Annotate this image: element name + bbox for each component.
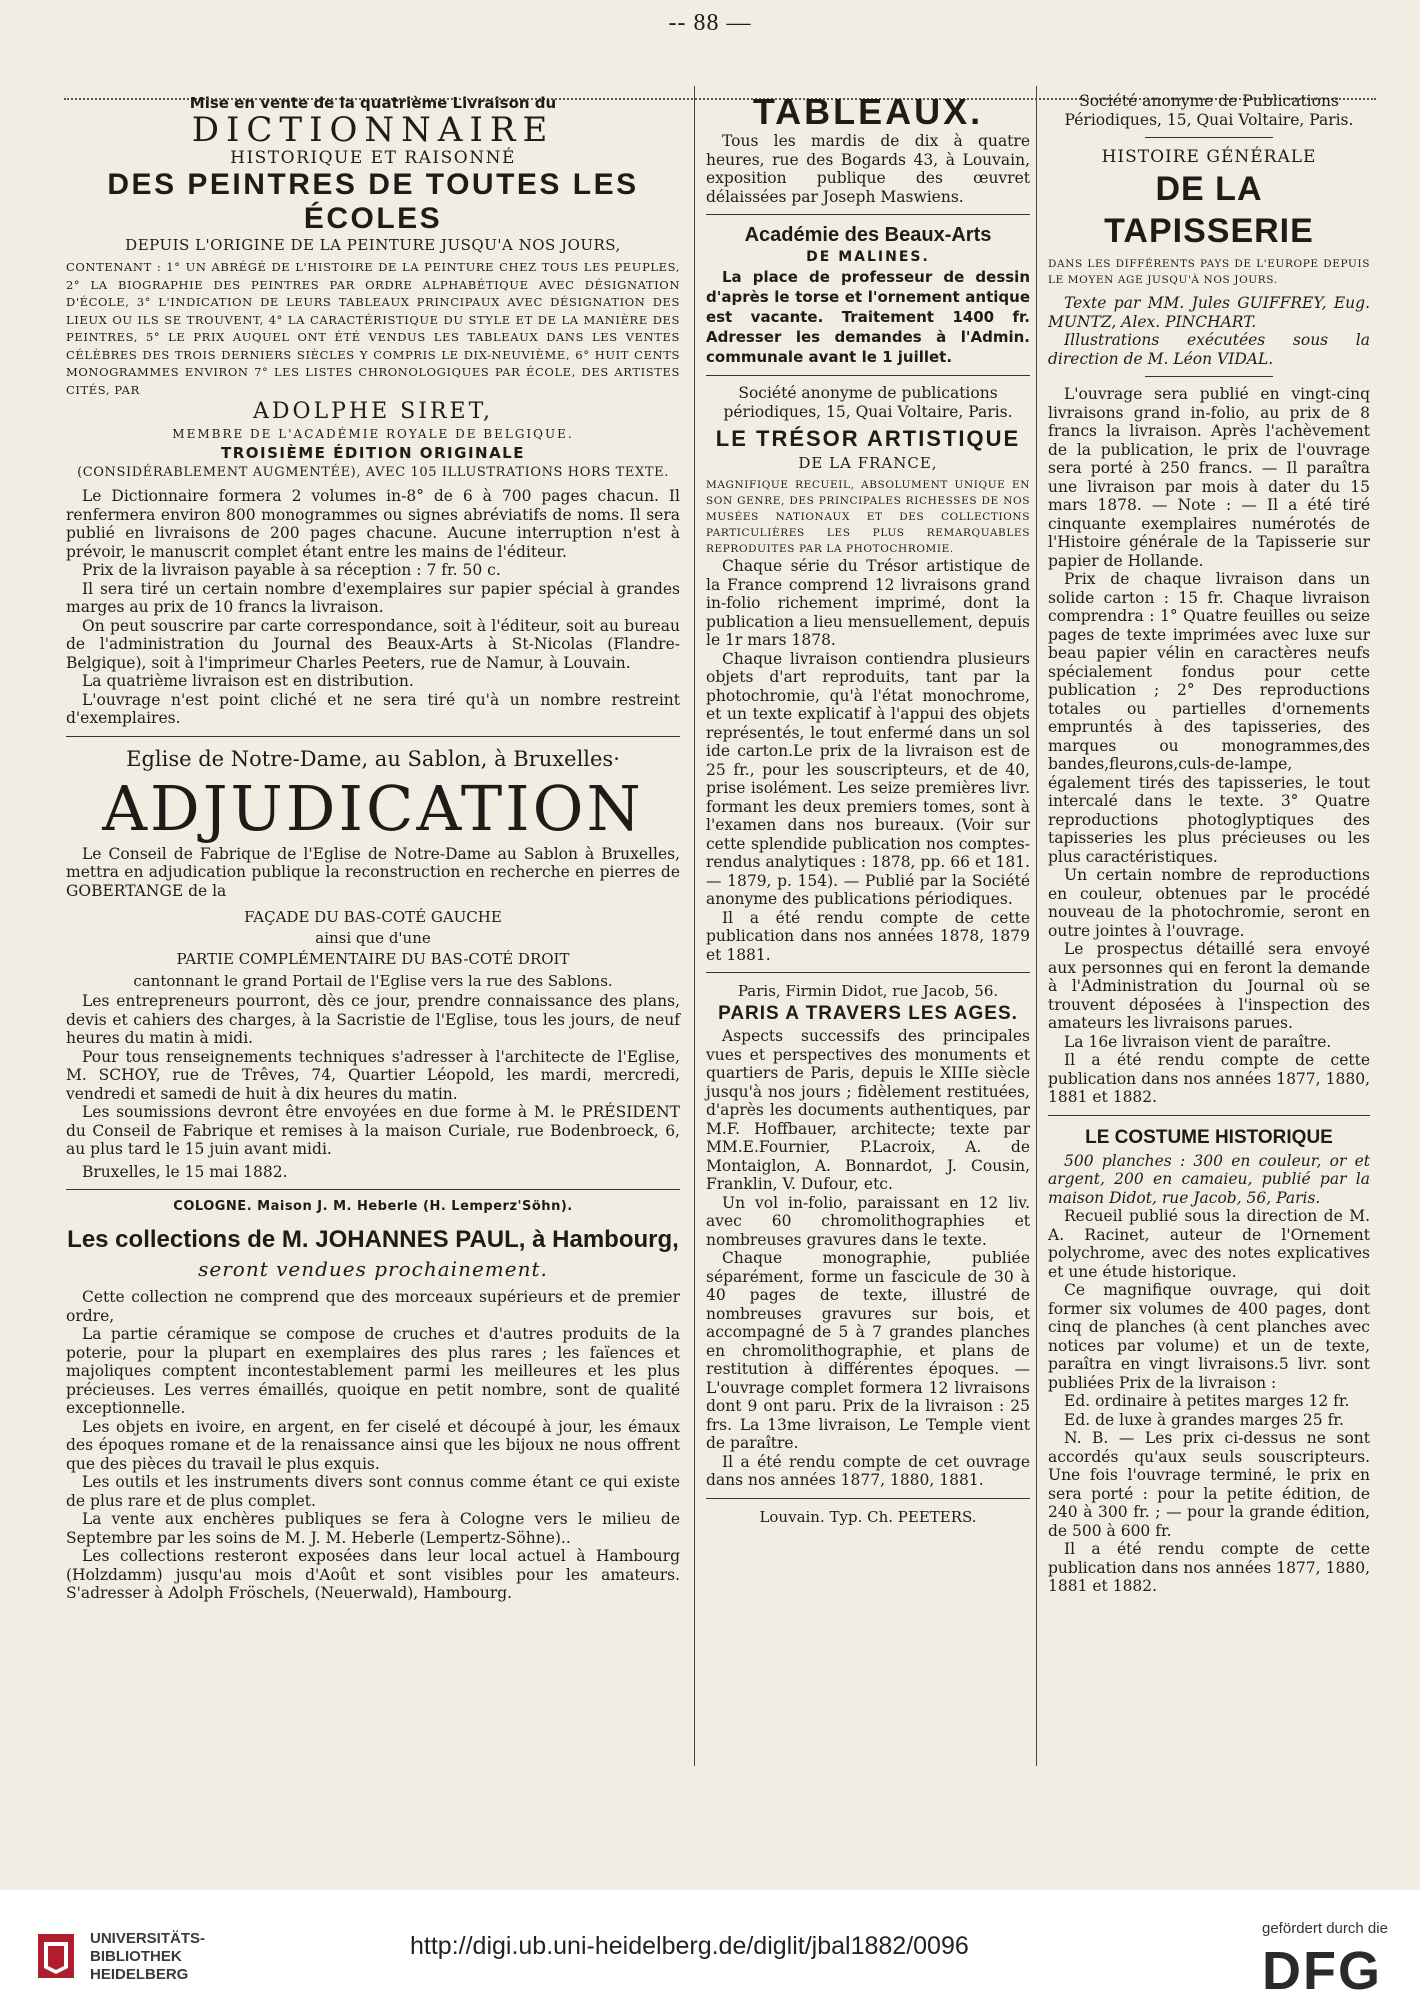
academie-text: La place de professeur de dessin d'après le torse et l'ornement antique est vacante. Traitement 1400 fr. Adresser les demandes à l'Admin. communale avant le 1 juillet. — [706, 268, 1030, 366]
tapisserie-description: DANS LES DIFFÉRENTS PAYS DE L'EUROPE DEPUIS LE MOYEN AGE JUSQU'À NOS JOURS. — [1048, 258, 1370, 286]
column-3 — [1048, 92, 1370, 1596]
tresor-para: Chaque livraison contiendra plusieurs objets d'art reproduits, tant par la photochromie, qu'à l'état monochrome, et un texte explicatif à l'appui des objets représentés, le tout enfermé dans un sol ide carton.Le prix de la livraison est de 25 fr., pour les souscripteurs, et de 40, prise isolément. Les seize premières livr. formant les deux premiers tomes, sont à l'examen dans nos bureaux. (Voir sur cette splendide publication nos comptes-rendus analytiques : 1878, pp. 66 et 181. — 1879, p. 154). — Publié par la Société anonyme des publications périodiques. — [706, 649, 1030, 908]
divider — [1048, 1115, 1370, 1116]
dict-para: L'ouvrage n'est point cliché et ne sera tiré qu'à un nombre restreint d'exemplaires. — [66, 690, 680, 727]
adjudication-title: ADJUDICATION — [102, 771, 644, 845]
adj-para: Les entrepreneurs pourront, dès ce jour, prendre connaissance des plans, devis et cahiers des charges, à la Sacristie de l'Eglise, tous les jours, de neuf heures du matin à midi. — [66, 992, 680, 1047]
dict-para: Le Dictionnaire formera 2 volumes in-8° de 6 à 700 pages chacun. Il renfermera environ 800 monogrammes ou signes abréviatifs de noms. Il sera publié en livraisons de 200 pages chacune. Aucune interruption n'est à prévoir, le manuscrit complet étant entre les mains de l'éditeur. — [66, 487, 680, 561]
paris-para: Un vol in-folio, paraissant en 12 liv. avec 60 chromolithographies et nombreuses gravures dans le texte. — [706, 1193, 1030, 1249]
dict-subtitle: HISTORIQUE ET RAISONNÉ — [230, 148, 516, 168]
tapisserie-authors: Texte par MM. Jules GUIFFREY, Eug. MUNTZ, Alex. PINCHART. — [1048, 294, 1370, 331]
tableaux-title: TABLEAUX. — [752, 91, 984, 132]
paris-para: Il a été rendu compte de cet ouvrage dans nos années 1877, 1880, 1881. — [706, 1452, 1030, 1489]
coll-para: Les collections resteront exposées dans leur local actuel à Hambourg (Holzdamm) jusqu'au mois d'Août et sont visibles pour les amateurs. S'adresser à Adolph Fröschels, (Neuerwald), Hambourg. — [66, 1547, 680, 1602]
divider — [66, 1189, 680, 1190]
tap-para: Un certain nombre de reproductions en couleur, obtenues par le procédé nouveau de la photochromie, seront en outre jointes à l'ouvrage. — [1048, 866, 1370, 940]
tapisserie-title: DE LA TAPISSERIE — [1104, 170, 1314, 250]
funded-label: gefördert durch die — [1262, 1920, 1388, 1937]
coll-para: Cette collection ne comprend que des morceaux supérieurs et de premier ordre, — [66, 1288, 680, 1325]
divider — [66, 736, 680, 737]
costume-para: N. B. — Les prix ci-dessus ne sont accordés qu'aux seuls souscripteurs. Une fois l'ouvrage terminé, le prix en sera porté : pour la petite édition, de 240 à 300 fr. ; — pour la grande édition, de 500 à 600 fr. — [1048, 1429, 1370, 1540]
tresor-france: DE LA FRANCE, — [798, 454, 938, 472]
louvain-line: Louvain. Typ. Ch. PEETERS. — [759, 1507, 977, 1526]
collections-title: Les collections de M. JOHANNES PAUL, à Hambourg, — [67, 1226, 679, 1253]
divider — [706, 375, 1030, 376]
dict-title: DICTIONNAIRE — [191, 110, 555, 150]
costume-para: Il a été rendu compte de cette publication dans nos années 1877, 1880, 1881 et 1882. — [1048, 1540, 1370, 1595]
costume-para: Ed. ordinaire à petites marges 12 fr. — [1064, 1392, 1350, 1410]
divider — [706, 214, 1030, 215]
histoire-heading: HISTOIRE GÉNÉRALE — [1101, 147, 1317, 167]
tap-para: L'ouvrage sera publié en vingt-cinq livraisons grand in-folio, au prix de 8 francs la livraison. Après l'achèvement de la publication, le prix de l'ouvrage sera porté à 250 francs. — Il paraîtra une livraison par mois à dater du 15 mars 1878. — Note : — Il a été tiré cinquante exemplaires numérotés de l'Histoire générale de la Tapisserie sur papier de Hollande. — [1048, 385, 1370, 570]
adj-ainsi: ainsi que d'une — [315, 929, 431, 947]
dict-para: Prix de la livraison payable à sa réception : 7 fr. 50 c. — [82, 561, 501, 579]
paris-title: PARIS A TRAVERS LES AGES. — [718, 1003, 1018, 1024]
column-rule-2 — [1036, 86, 1037, 1766]
adj-para: Pour tous renseignements techniques s'adresser à l'architecte de l'Eglise, M. SCHOY, rue de Trêves, 74, Quartier Léopold, les mardi, mercredi, vendredi et samedi de huit à dix heures du matin. — [66, 1047, 680, 1103]
adj-intro: Le Conseil de Fabrique de l'Eglise de Notre-Dame au Sablon à Bruxelles, mettra en adjudication publique la reconstruction en recherche en pierres de GOBERTANGE de la — [66, 844, 680, 900]
tresor-title: LE TRÉSOR ARTISTIQUE — [715, 426, 1021, 451]
dict-intro: Mise en vente de la quatrième Livraison du — [189, 94, 557, 112]
costume-para: Ed. de luxe à grandes marges 25 fr. — [1064, 1410, 1344, 1429]
coll-para: La partie céramique se compose de cruches et d'autres produits de la poterie, pour la plupart en exemplaires des plus rares ; les faïences et majoliques comptent incontestablement parmi les meilleures et les plus précieuses. Les verres émaillés, quoique en petit nombre, sont de qualité exceptionnelle. — [66, 1325, 680, 1417]
library-line: HEIDELBERG — [90, 1966, 189, 1983]
dict-augmented: (CONSIDÉRABLEMENT AUGMENTÉE), AVEC 105 ILLUSTRATIONS HORS TEXTE. — [77, 465, 669, 480]
societe-text: Société anonyme de publications périodiques, 15, Quai Voltaire, Paris. — [723, 384, 1013, 421]
library-logo-icon — [36, 1928, 76, 1982]
paris-para: Chaque monographie, publiée séparément, forme un fascicule de 30 à 40 pages de texte, illustré de nombreuses gravures sur bois, et accompagné de 5 à 7 grandes planches en chromolithographie, et plans de restitution à différentes époques. — L'ouvrage complet formera 12 livraisons dont 9 ont paru. Prix de la livraison : 25 frs. La 13me livraison, Le Temple vient de paraître. — [706, 1249, 1030, 1452]
dict-para: La quatrième livraison est en distribution. — [82, 672, 414, 690]
academie-title: Académie des Beaux-Arts — [744, 224, 992, 246]
dict-edition: TROISIÈME ÉDITION ORIGINALE — [220, 444, 525, 462]
tresor-description: MAGNIFIQUE RECUEIL, ABSOLUMENT UNIQUE EN SON GENRE, DES PRINCIPALES RICHESSES DE NOS MUSÉES NATIONAUX ET DES COLLECTIONS PARTICULIÈRES LES PLUS REMARQUABLES REPRODUITES PAR LA PHOTOCHROMIE. — [706, 479, 1030, 555]
dict-member: MEMBRE DE L'ACADÉMIE ROYALE DE BELGIQUE. — [172, 427, 574, 441]
adj-para: Les soumissions devront être envoyées en due forme à M. le PRÉSIDENT du Conseil de Fabrique et remises à la maison Curiale, rue Bodenbroeck, 6, au plus tard le 15 juin avant midi. — [66, 1103, 680, 1158]
coll-para: La vente aux enchères publiques se fera à Cologne vers le milieu de Septembre par les soins de M. J. M. Heberle (Lempertz-Söhne).. — [66, 1510, 680, 1547]
tresor-para: Chaque série du Trésor artistique de la France comprend 12 livraisons grand in-folio richement imprimé, dont la publication a lieu mensuellement, depuis le 1r mars 1878. — [706, 557, 1030, 649]
short-rule — [1145, 137, 1274, 138]
costume-intro: 500 planches : 300 en couleur, or et argent, 200 en camaieu, publié par la maison Didot, rue Jacob, 56, Paris. — [1048, 1151, 1370, 1207]
tapisserie-illustrations: Illustrations exécutées sous la direction de M. Léon VIDAL. — [1048, 331, 1370, 368]
academie-malines: DE MALINES. — [806, 249, 930, 265]
column-rule-1 — [694, 86, 695, 1766]
dict-para: On peut souscrire par carte correspondance, soit à l'éditeur, soit au bureau de l'administration du Journal des Beaux-Arts à St-Nicolas (Flandre-Belgique), soit à l'imprimeur Charles Peeters, rue de Namur, à Louvain. — [66, 616, 680, 672]
tap-para: Le prospectus détaillé sera envoyé aux personnes qui en feront la demande à l'Administration du Journal où se trouvent déposées à l'inspection des amateurs les livraisons parues. — [1048, 940, 1370, 1032]
column-2 — [706, 92, 1030, 1527]
column-1 — [66, 92, 680, 1603]
tap-para: Prix de chaque livraison dans un solide carton : 15 fr. Chaque livraison comprendra : 1° Quatre feuilles ou seize pages de texte imprimées avec luxe sur beau papier vélin en caractères neufs spécialement fondus pour cette publication ; 2° Des reproductions totales ou partielles d'ornements empruntés à des tapisseries, des marques ou monogrammes,des bandes,fleurons,culs-de-lampe, également tirés des tapisseries, le tout intercalé dans le texte. 3° Quatre reproductions photoglyptiques des tapisseries les plus précieuses ou les plus caractéristiques. — [1048, 570, 1370, 866]
paris-para: Aspects successifs des principales vues et perspectives des monuments et quartiers de Paris, depuis le XIIIe siècle jusqu'à nos jours ; fidèlement restituées, d'après les documents authentiques, par M.F. Hoffbauer, architecte; texte par MM.E.Fournier, P.Lacroix, A. de Montaiglon, A. Bonnardot, J. Cousin, Franklin, V. Dufour, etc. — [706, 1027, 1030, 1193]
tresor-para: Il a été rendu compte de cette publication dans nos années 1878, 1879 et 1881. — [706, 908, 1030, 964]
library-line: BIBLIOTHEK — [90, 1948, 182, 1965]
adj-date: Bruxelles, le 15 mai 1882. — [82, 1162, 288, 1181]
societe-text-3: Société anonyme de Publications Périodiques, 15, Quai Voltaire, Paris. — [1064, 92, 1354, 129]
footer-bar — [0, 1890, 1420, 2016]
dict-contents: CONTENANT : 1° UN ABRÉGÉ DE L'HISTOIRE DE LA PEINTURE CHEZ TOUS LES PEUPLES, 2° LA BIOGRAPHIE DES PEINTRES PAR ORDRE ALPHABÉTIQUE AVEC DÉSIGNATION D'ÉCOLE, 3° L'INDICATION DE LEURS TABLEAUX PRINCIPAUX AVEC DÉSIGNATION DES LIEUX OU ILS SE TROUVENT, 4° LA CARACTÉRISTIQUE DU STYLE ET DE LA MANIÈRE DES PEINTRES, 5° LE PRIX AUQUEL ONT ÉTÉ VENDUS LES TABLEAUX DANS LES VENTES CÉLÈBRES DES TROIS DERNIERS SIÈCLES Y COMPRIS LE DIX-NEUVIÈME, 6° HUIT CENTS MONOGRAMMES ENVIRON 7° LES LISTES CHRONOLOGIQUES PAR ÉCOLE, DES ARTISTES CITÉS, PAR — [66, 260, 680, 397]
costume-para: Recueil publié sous la direction de M. A. Racinet, auteur de l'Ornement polychrome, avec des notes explicatives et une étude historique. — [1048, 1207, 1370, 1281]
dict-heading: DES PEINTRES DE TOUTES LES ÉCOLES — [107, 168, 639, 235]
coll-para: Les outils et les instruments divers sont connus comme étant ce qui existe de plus rare et de plus complet. — [66, 1473, 680, 1510]
short-rule — [1145, 376, 1274, 377]
dfg-logo: DFG — [1262, 1941, 1382, 2001]
dict-author: ADOLPHE SIRET, — [252, 399, 494, 424]
tableaux-text: Tous les mardis de dix à quatre heures, rue des Bogards 43, à Louvain, exposition publique des œuvret délaissées par Joseph Maswiens. — [706, 132, 1030, 206]
adj-partie: PARTIE COMPLÉMENTAIRE DU BAS-COTÉ DROIT — [176, 950, 570, 968]
collections-subtitle: seront vendues prochainement. — [198, 1257, 548, 1281]
dict-para: Il sera tiré un certain nombre d'exemplaires sur papier spécial à grandes marges au prix de 10 francs la livraison. — [66, 579, 680, 616]
permalink-url[interactable]: http://digi.ub.uni-heidelberg.de/diglit/jbal1882/0096 — [410, 1932, 969, 1960]
library-line: UNIVERSITÄTS- — [90, 1930, 206, 1947]
page-number: -- 88 — — [668, 10, 752, 36]
divider — [706, 1498, 1030, 1499]
didot-line: Paris, Firmin Didot, rue Jacob, 56. — [737, 982, 999, 1000]
adj-facade: FAÇADE DU BAS-COTÉ GAUCHE — [244, 908, 502, 926]
cologne-heading: COLOGNE. Maison J. M. Heberle (H. Lemperz'Söhn). — [173, 1199, 573, 1214]
tap-para: La 16e livraison vient de paraître. — [1064, 1032, 1332, 1051]
coll-para: Les objets en ivoire, en argent, en fer ciselé et découpé à jour, les émaux des époques romane et de la renaissance ainsi que les bijoux ne nous offrent que des pièces du travail le plus exquis. — [66, 1417, 680, 1473]
library-name — [90, 1930, 205, 1984]
costume-title: LE COSTUME HISTORIQUE — [1085, 1126, 1333, 1148]
costume-para: Ce magnifique ouvrage, qui doit former six volumes de 400 pages, dont cinq de planches (à cent planches avec notices par volume) et un de texte, paraîtra en vingt livraisons.5 livr. sont publiées Prix de la livraison : — [1048, 1281, 1370, 1392]
tap-para: Il a été rendu compte de cette publication dans nos années 1877, 1880, 1881 et 1882. — [1048, 1051, 1370, 1106]
dict-body — [66, 487, 680, 728]
divider — [706, 972, 1030, 973]
eglise-heading: Eglise de Notre-Dame, au Sablon, à Bruxelles· — [126, 746, 620, 771]
adj-cantonnant: cantonnant le grand Portail de l'Eglise vers la rue des Sablons. — [133, 972, 613, 990]
dict-since: DEPUIS L'ORIGINE DE LA PEINTURE JUSQU'A NOS JOURS, — [125, 236, 621, 254]
